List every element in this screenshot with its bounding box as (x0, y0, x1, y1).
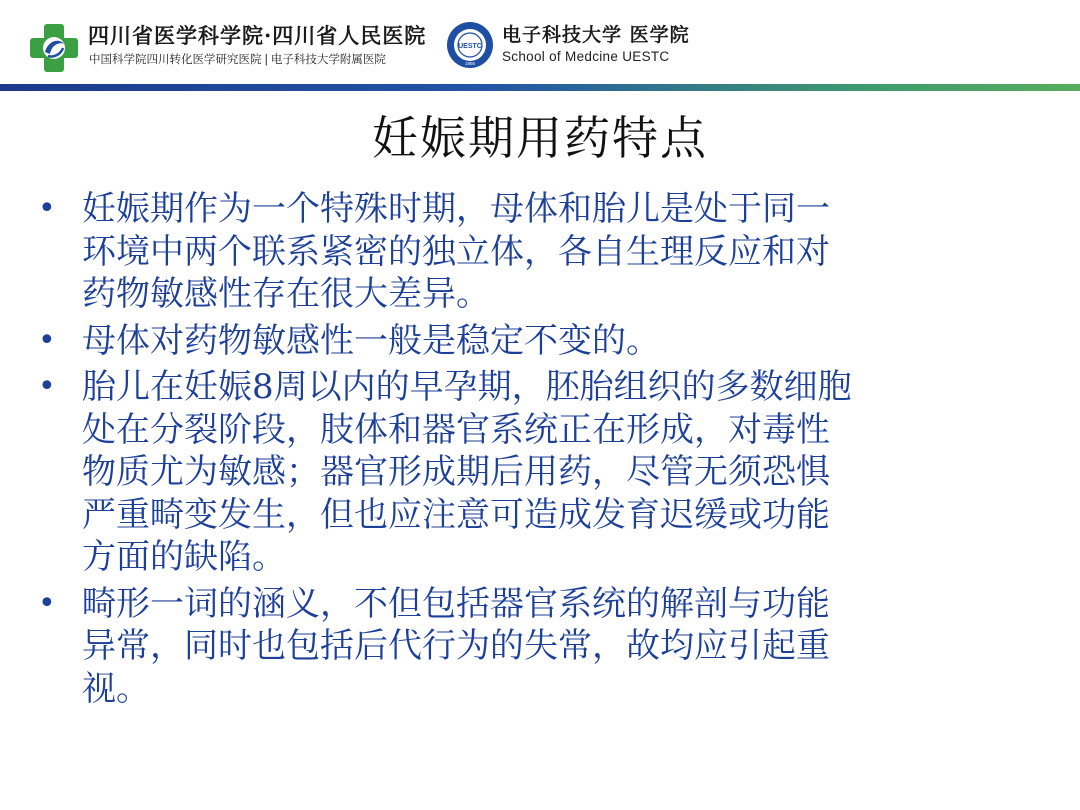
bullet-line: 异常，同时也包括后代行为的失常，故均应引起重 (82, 626, 830, 666)
bullet-line: 物质尤为敏感；器官形成期后用药，尽管无须恐惧 (82, 452, 830, 492)
seal-text: UESTC (458, 43, 482, 50)
bullet-line: 视。 (82, 668, 150, 709)
bullet-dot-icon: • (38, 322, 56, 358)
hospital-logo-icon (28, 22, 80, 74)
header-divider-bar (0, 84, 1080, 91)
bullet-line: 母体对药物敏感性一般是稳定不变的。 (82, 320, 660, 361)
bullet-line: 胎儿在妊娠8周以内的早孕期，胚胎组织的多数细胞 (82, 367, 852, 407)
bullet-line: 妊娠期作为一个特殊时期，母体和胎儿是处于同一 (82, 189, 830, 229)
right-institution-subtitle: School of Medcine UESTC (502, 49, 670, 64)
university-seal-icon (446, 21, 494, 69)
bullet-line: 环境中两个联系紧密的独立体，各自生理反应和对 (82, 231, 830, 272)
slide-header (0, 0, 1080, 92)
slide-title: 妊娠期用药特点 (372, 111, 708, 165)
bullet-line: 畸形一词的涵义，不但包括器官系统的解剖与功能 (82, 583, 830, 624)
bullet-item (34, 320, 1044, 363)
bullet-line: 严重畸变发生，但也应注意可造成发育迟缓或功能 (82, 494, 830, 535)
bullet-line: 处在分裂阶段，肢体和器官系统正在形成，对毒性 (82, 409, 830, 450)
left-institution-name: 四川省医学科学院·四川省人民医院 (88, 23, 427, 48)
bullet-list (34, 188, 1044, 714)
bullet-dot-icon: • (38, 191, 56, 226)
seal-year: 1956 (464, 61, 476, 66)
bullet-line: 方面的缺陷。 (82, 537, 286, 577)
bullet-item (34, 366, 1044, 579)
bullet-dot-icon: • (38, 369, 56, 404)
bullet-dot-icon: • (38, 585, 56, 621)
right-institution-name: 电子科技大学 医学院 (502, 24, 690, 46)
left-institution-subtitle: 中国科学院四川转化医学研究医院 | 电子科技大学附属医院 (89, 54, 386, 66)
bullet-line: 药物敏感性存在很大差异。 (82, 274, 490, 314)
bullet-item (34, 583, 1044, 711)
bullet-item (34, 188, 1044, 316)
